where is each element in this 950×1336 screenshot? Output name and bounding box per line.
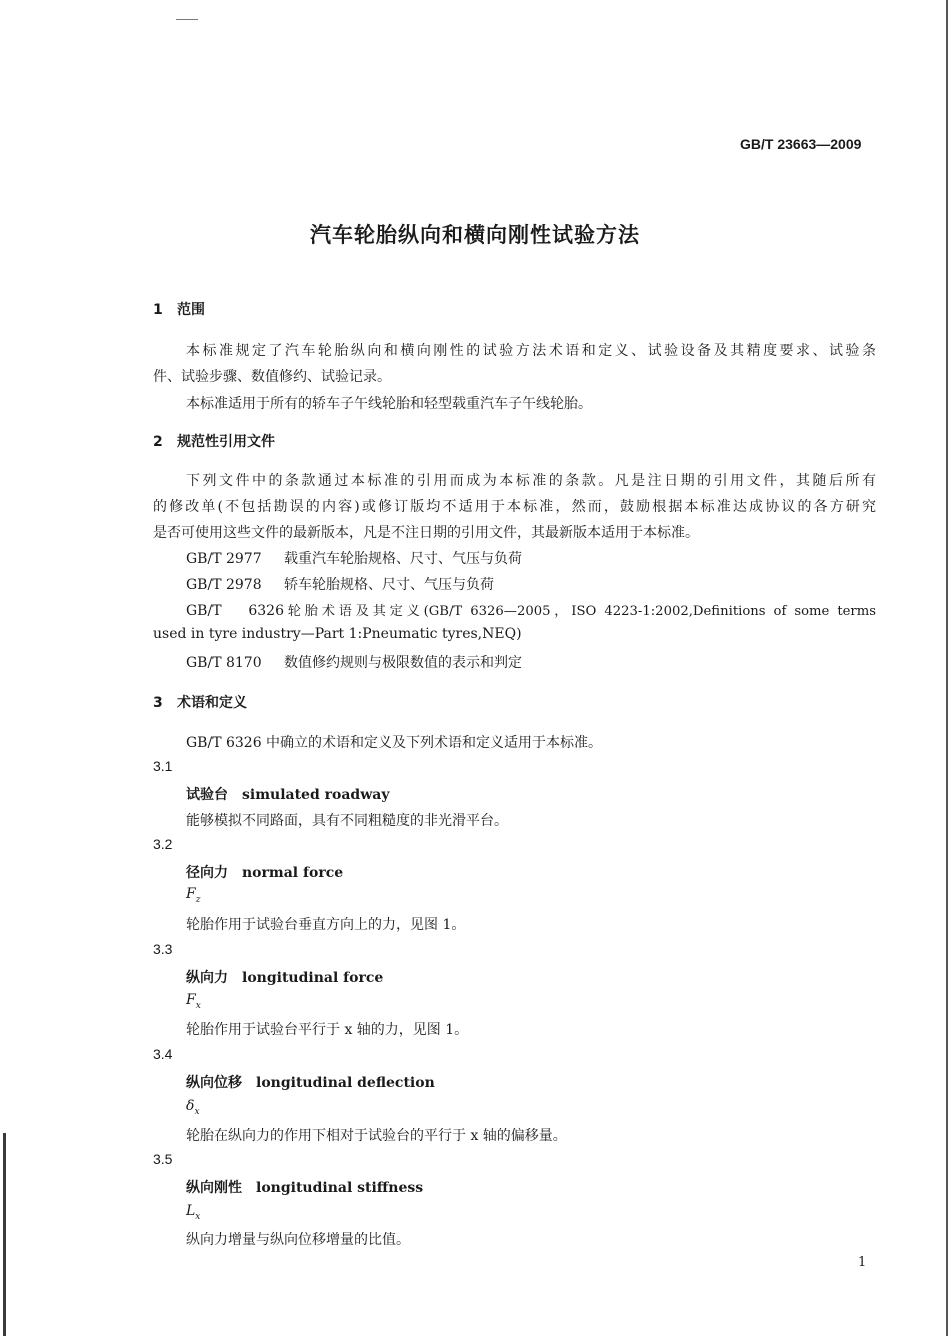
paragraph-line: 的修改单(不包括勘误的内容)或修订版均不适用于本标准，然而，鼓励根据本标准达成协议的各方研究 [153,499,876,515]
term-definition: 轮胎在纵向力的作用下相对于试验台的平行于 x 轴的偏移量。 [186,1128,567,1144]
term-definition: 轮胎作用于试验台垂直方向上的力，见图 1。 [186,917,466,933]
term-en: normal force [242,865,344,881]
term-zh: 试验台 [186,787,228,803]
term-symbol [186,886,200,905]
term-en: longitudinal stiffness [256,1180,424,1196]
section-number: 1 [153,302,163,318]
reference-title: 载重汽车轮胎规格、尺寸、气压与负荷 [284,551,522,567]
reference-item [186,600,876,619]
paragraph-line: 件、试验步骤、数值修约、试验记录。 [153,369,391,385]
scan-mark-top [176,19,198,20]
reference-item [186,574,494,594]
reference-code: GB/T 2977 [186,551,262,567]
reference-code: GB/T 2978 [186,577,262,593]
reference-code: GB/T 8170 [186,655,262,671]
reference-item [186,548,522,568]
term-heading [186,862,343,882]
term-number: 3.5 [153,1151,173,1167]
term-definition: 能够模拟不同路面，具有不同粗糙度的非光滑平台。 [186,813,508,829]
symbol-subscript: x [194,1106,200,1117]
section-number: 3 [153,695,163,711]
section-title: 术语和定义 [177,695,247,711]
term-heading [186,1177,423,1197]
symbol-subscript: x [195,1000,201,1011]
reference-code: GB/T 6326 [186,603,284,619]
term-zh: 纵向位移 [186,1075,242,1091]
section-3-heading [153,692,247,712]
section-number: 2 [153,434,163,450]
reference-title: 轮胎术语及其定义(GB/T 6326—2005，ISO 4223-1:2002,Definitions of some terms [284,604,876,619]
symbol-base: F [186,992,196,1008]
symbol-subscript: x [195,1211,201,1222]
paragraph-line: 本标准适用于所有的轿车子午线轮胎和轻型载重汽车子午线轮胎。 [186,396,592,412]
symbol-base: δ [186,1098,195,1114]
term-en: longitudinal force [242,970,384,986]
term-definition: 轮胎作用于试验台平行于 x 轴的力，见图 1。 [186,1022,469,1038]
standard-code: GB/T 23663—2009 [740,136,862,152]
term-number: 3.1 [153,758,173,774]
term-symbol [186,1098,200,1117]
symbol-subscript: z [195,894,201,905]
symbol-base: L [186,1203,196,1219]
reference-title: 轿车轮胎规格、尺寸、气压与负荷 [284,577,494,593]
term-zh: 纵向力 [186,970,228,986]
term-symbol [186,1203,200,1222]
section-2-heading [153,431,275,451]
scan-edge-left [3,1133,6,1336]
paragraph-line: 下列文件中的条款通过本标准的引用而成为本标准的条款。凡是注日期的引用文件，其随后所有 [186,473,876,489]
document-title: 汽车轮胎纵向和横向刚性试验方法 [310,223,640,247]
term-heading [186,784,389,804]
term-definition: 纵向力增量与纵向位移增量的比值。 [186,1232,410,1248]
term-zh: 径向力 [186,865,228,881]
section-title: 规范性引用文件 [177,434,275,450]
section-1-heading [153,299,205,319]
section-intro: GB/T 6326 中确立的术语和定义及下列术语和定义适用于本标准。 [186,735,603,751]
term-number: 3.3 [153,941,173,957]
scan-edge-right [946,0,948,1336]
term-number: 3.2 [153,836,173,852]
term-zh: 纵向刚性 [186,1180,242,1196]
term-number: 3.4 [153,1046,173,1062]
term-heading [186,1072,435,1092]
term-symbol [186,992,201,1011]
term-en: longitudinal deflection [256,1075,435,1091]
term-en: simulated roadway [242,787,390,803]
reference-item [186,652,522,672]
reference-title-continued: used in tyre industry—Part 1:Pneumatic tyres,NEQ) [153,626,522,642]
paragraph-line: 是否可使用这些文件的最新版本，凡是不注日期的引用文件，其最新版本适用于本标准。 [153,525,699,541]
page-number: 1 [858,1255,867,1270]
paragraph-line: 本标准规定了汽车轮胎纵向和横向刚性的试验方法术语和定义、试验设备及其精度要求、试验条 [186,343,876,359]
reference-title: 数值修约规则与极限数值的表示和判定 [284,655,522,671]
symbol-base: F [186,886,196,902]
section-title: 范围 [177,302,205,318]
term-heading [186,967,383,987]
